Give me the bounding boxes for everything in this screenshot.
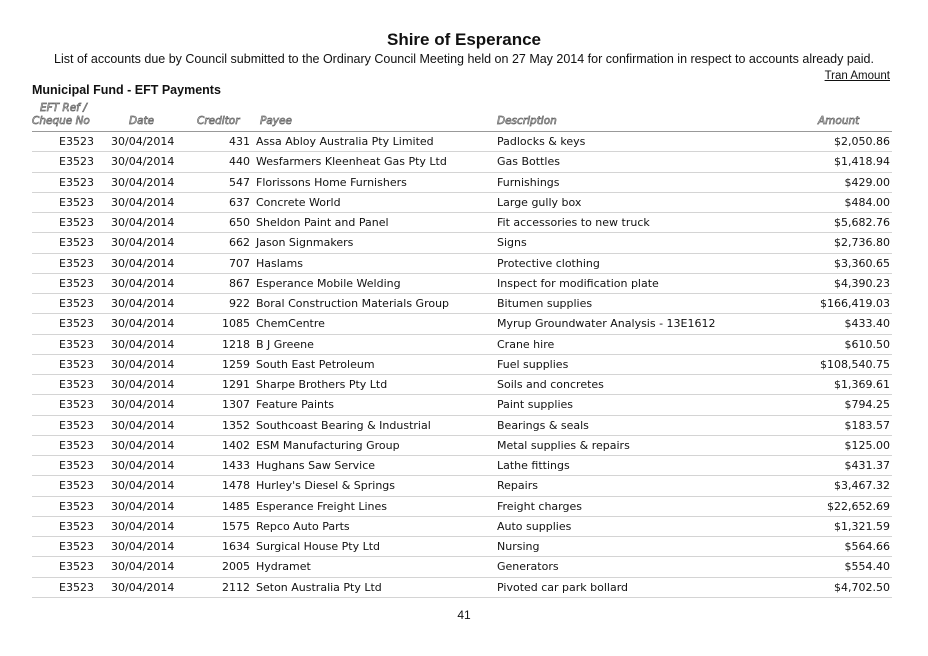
- ref-cell: E3523: [59, 175, 94, 189]
- date-cell: 30/04/2014: [111, 337, 175, 351]
- date-cell: 30/04/2014: [111, 540, 175, 553]
- payee-cell: Esperance Freight Lines: [256, 499, 388, 513]
- description-cell: Auto supplies: [497, 519, 572, 533]
- creditor-cell: 1634: [222, 540, 250, 553]
- ref-cell: E3523: [59, 479, 94, 493]
- payee-cell: Hurley's Diesel & Springs: [256, 479, 395, 493]
- ref-cell: E3523: [59, 155, 94, 169]
- table-row: [0, 314, 928, 334]
- description-cell: Freight charges: [497, 499, 582, 513]
- creditor-cell: 547: [229, 175, 250, 189]
- amount-cell: $2,050.86: [834, 135, 890, 148]
- table-row: [0, 233, 928, 253]
- creditor-cell: 1218: [222, 337, 250, 351]
- table-row: [0, 436, 928, 456]
- date-cell: 30/04/2014: [111, 418, 175, 432]
- table-row: [0, 274, 928, 294]
- payee-cell: Seton Australia Pty Ltd: [256, 580, 382, 594]
- ref-cell: E3523: [59, 418, 94, 432]
- document-title: Shire of Esperance: [386, 30, 541, 49]
- ref-cell: E3523: [59, 378, 94, 391]
- description-cell: Metal supplies & repairs: [497, 438, 630, 452]
- document-subtitle: List of accounts due by Council submitted to the Ordinary Council Meeting held on 27 May 2014 for confirmation in respect to accounts already paid.: [54, 52, 874, 66]
- ref-cell: E3523: [59, 216, 94, 229]
- amount-cell: $554.40: [844, 560, 890, 574]
- payee-cell: Hughans Saw Service: [256, 459, 376, 472]
- table-row: [0, 578, 928, 598]
- ref-cell: E3523: [59, 499, 94, 513]
- table-row: [0, 537, 928, 557]
- payee-cell: South East Petroleum: [256, 357, 375, 371]
- description-cell: Repairs: [497, 479, 538, 493]
- description-cell: Nursing: [497, 540, 540, 553]
- amount-cell: $108,540.75: [820, 357, 890, 371]
- payee-cell: Concrete World: [256, 195, 341, 209]
- ref-cell: E3523: [59, 357, 94, 371]
- description-cell: Myrup Groundwater Analysis - 13E1612: [497, 317, 716, 331]
- amount-cell: $610.50: [844, 337, 890, 351]
- column-header-amount: Amount: [818, 115, 860, 127]
- amount-cell: $564.66: [844, 540, 890, 553]
- amount-cell: $433.40: [844, 317, 890, 331]
- amount-cell: $5,682.76: [834, 216, 890, 229]
- description-cell: Soils and concretes: [497, 378, 604, 391]
- date-cell: 30/04/2014: [111, 357, 175, 371]
- creditor-cell: 867: [229, 276, 250, 290]
- amount-cell: $1,321.59: [834, 519, 890, 533]
- table-row: [0, 416, 928, 436]
- ref-cell: E3523: [59, 195, 94, 209]
- date-cell: 30/04/2014: [111, 479, 175, 493]
- table-row: [0, 557, 928, 577]
- amount-cell: $166,419.03: [820, 297, 890, 310]
- table-row: [0, 476, 928, 496]
- payee-cell: Jason Signmakers: [256, 236, 354, 250]
- date-cell: 30/04/2014: [111, 378, 175, 391]
- description-cell: Paint supplies: [497, 398, 573, 412]
- creditor-cell: 1259: [222, 357, 250, 371]
- date-cell: 30/04/2014: [111, 398, 175, 412]
- table-row: [0, 517, 928, 537]
- ref-cell: E3523: [59, 297, 94, 310]
- payee-cell: Sheldon Paint and Panel: [256, 216, 389, 229]
- fund-heading: Municipal Fund - EFT Payments: [32, 83, 221, 97]
- amount-cell: $429.00: [844, 175, 890, 189]
- table-row: [0, 294, 928, 314]
- description-cell: Generators: [497, 560, 559, 574]
- description-cell: Pivoted car park bollard: [497, 580, 629, 594]
- payee-cell: Hydramet: [256, 560, 311, 574]
- table-row: [0, 173, 928, 193]
- amount-cell: $2,736.80: [834, 236, 890, 250]
- creditor-cell: 1352: [222, 418, 250, 432]
- ref-cell: E3523: [59, 540, 94, 553]
- description-cell: Fuel supplies: [497, 357, 569, 371]
- table-row: [0, 213, 928, 233]
- date-cell: 30/04/2014: [111, 580, 175, 594]
- creditor-cell: 1485: [222, 499, 250, 513]
- tran-amount-label: Tran Amount: [824, 70, 890, 82]
- table-row: [0, 395, 928, 415]
- description-cell: Lathe fittings: [497, 459, 570, 472]
- description-cell: Fit accessories to new truck: [497, 216, 650, 229]
- description-cell: Furnishings: [497, 175, 560, 189]
- description-cell: Inspect for modification plate: [497, 276, 659, 290]
- ref-cell: E3523: [59, 519, 94, 533]
- description-cell: Protective clothing: [497, 256, 600, 270]
- creditor-cell: 2005: [222, 560, 250, 574]
- creditor-cell: 637: [229, 195, 250, 209]
- description-cell: Padlocks & keys: [497, 135, 586, 148]
- date-cell: 30/04/2014: [111, 560, 175, 574]
- date-cell: 30/04/2014: [111, 135, 175, 148]
- column-header-creditor: Creditor: [197, 115, 240, 127]
- table-row: [0, 335, 928, 355]
- date-cell: 30/04/2014: [111, 438, 175, 452]
- column-header-payee: Payee: [260, 115, 292, 127]
- ref-cell: E3523: [59, 580, 94, 594]
- payee-cell: ESM Manufacturing Group: [256, 438, 400, 452]
- ref-cell: E3523: [59, 276, 94, 290]
- date-cell: 30/04/2014: [111, 297, 175, 310]
- table-row: [0, 132, 928, 152]
- creditor-cell: 1307: [222, 398, 250, 412]
- table-row: [0, 375, 928, 395]
- ref-cell: E3523: [59, 560, 94, 574]
- ref-cell: E3523: [59, 236, 94, 250]
- creditor-cell: 1402: [222, 438, 250, 452]
- ref-cell: E3523: [59, 398, 94, 412]
- amount-cell: $4,702.50: [834, 580, 890, 594]
- amount-cell: $183.57: [844, 418, 890, 432]
- ref-cell: E3523: [59, 317, 94, 331]
- page-number: 41: [457, 608, 471, 622]
- date-cell: 30/04/2014: [111, 256, 175, 270]
- amount-cell: $794.25: [844, 398, 890, 412]
- description-cell: Gas Bottles: [497, 155, 560, 169]
- payee-cell: Surgical House Pty Ltd: [256, 540, 381, 553]
- description-cell: Large gully box: [497, 195, 582, 209]
- column-header-ref-line2: Cheque No: [32, 115, 90, 127]
- payee-cell: Boral Construction Materials Group: [256, 297, 450, 310]
- creditor-cell: 662: [229, 236, 250, 250]
- column-header-date: Date: [129, 115, 155, 127]
- description-cell: Signs: [497, 236, 527, 250]
- table-row: [0, 254, 928, 274]
- creditor-cell: 922: [229, 297, 250, 310]
- payee-cell: Haslams: [256, 256, 303, 270]
- description-cell: Bearings & seals: [497, 418, 589, 432]
- amount-cell: $3,360.65: [834, 256, 890, 270]
- table-row: [0, 497, 928, 517]
- table-row: [0, 355, 928, 375]
- creditor-cell: 1085: [222, 317, 250, 331]
- date-cell: 30/04/2014: [111, 499, 175, 513]
- date-cell: 30/04/2014: [111, 236, 175, 250]
- amount-cell: $22,652.69: [827, 499, 890, 513]
- date-cell: 30/04/2014: [111, 155, 175, 169]
- ref-cell: E3523: [59, 135, 94, 148]
- amount-cell: $484.00: [844, 195, 890, 209]
- ref-cell: E3523: [59, 256, 94, 270]
- creditor-cell: 707: [229, 256, 250, 270]
- table-row: [0, 456, 928, 476]
- date-cell: 30/04/2014: [111, 216, 175, 229]
- payee-cell: ChemCentre: [256, 317, 325, 331]
- amount-cell: $3,467.32: [834, 479, 890, 493]
- amount-cell: $4,390.23: [834, 276, 890, 290]
- creditor-cell: 440: [229, 155, 250, 169]
- ref-cell: E3523: [59, 459, 94, 472]
- payee-cell: Esperance Mobile Welding: [256, 276, 401, 290]
- ref-cell: E3523: [59, 438, 94, 452]
- payee-cell: Florissons Home Furnishers: [256, 175, 407, 189]
- amount-cell: $431.37: [844, 459, 890, 472]
- ref-cell: E3523: [59, 337, 94, 351]
- creditor-cell: 1433: [222, 459, 250, 472]
- payee-cell: B J Greene: [256, 337, 314, 351]
- date-cell: 30/04/2014: [111, 317, 175, 331]
- column-header-ref-line1: EFT Ref /: [40, 102, 87, 114]
- creditor-cell: 431: [229, 135, 250, 148]
- amount-cell: $1,369.61: [834, 378, 890, 391]
- creditor-cell: 1291: [222, 378, 250, 391]
- creditor-cell: 1575: [222, 519, 250, 533]
- description-cell: Crane hire: [497, 337, 555, 351]
- payee-cell: Sharpe Brothers Pty Ltd: [256, 378, 388, 391]
- column-header-description: Description: [497, 115, 557, 127]
- date-cell: 30/04/2014: [111, 459, 175, 472]
- payee-cell: Repco Auto Parts: [256, 519, 350, 533]
- table-row: [0, 193, 928, 213]
- payee-cell: Southcoast Bearing & Industrial: [256, 418, 431, 432]
- payee-cell: Wesfarmers Kleenheat Gas Pty Ltd: [256, 155, 447, 169]
- date-cell: 30/04/2014: [111, 519, 175, 533]
- creditor-cell: 2112: [222, 580, 250, 594]
- payments-table: [0, 132, 928, 598]
- payee-cell: Assa Abloy Australia Pty Limited: [256, 135, 434, 148]
- date-cell: 30/04/2014: [111, 276, 175, 290]
- date-cell: 30/04/2014: [111, 195, 175, 209]
- creditor-cell: 1478: [222, 479, 250, 493]
- description-cell: Bitumen supplies: [497, 297, 593, 310]
- creditor-cell: 650: [229, 216, 250, 229]
- payee-cell: Feature Paints: [256, 398, 335, 412]
- table-row: [0, 152, 928, 172]
- amount-cell: $125.00: [844, 438, 890, 452]
- amount-cell: $1,418.94: [834, 155, 890, 169]
- date-cell: 30/04/2014: [111, 175, 175, 189]
